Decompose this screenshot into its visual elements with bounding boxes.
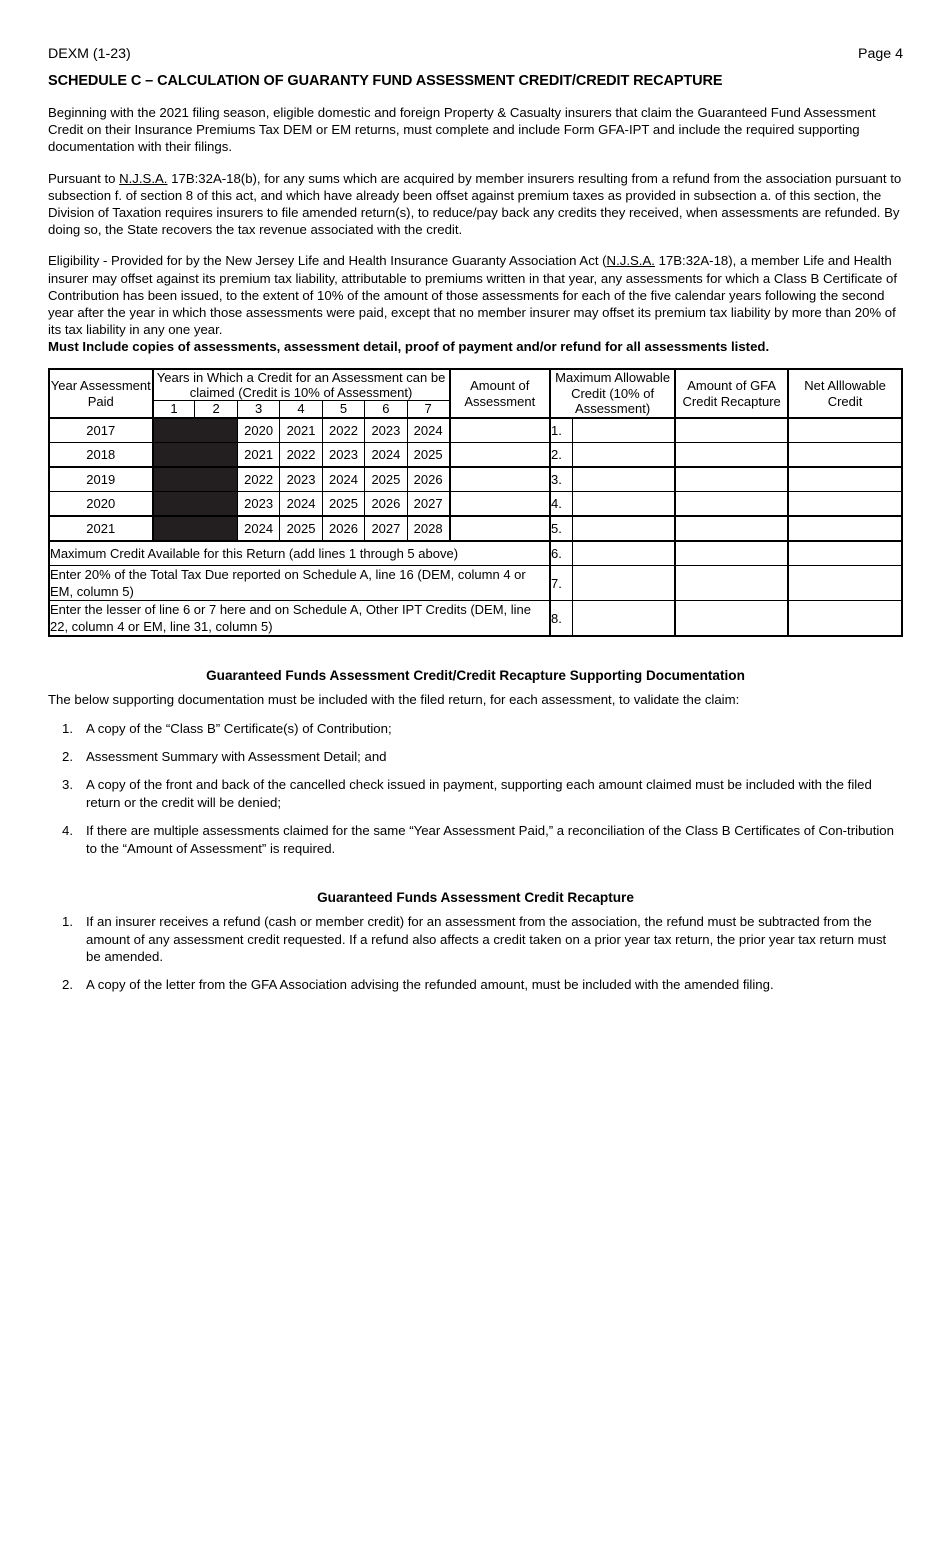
list-item-text: Assessment Summary with Assessment Detail; and xyxy=(86,749,387,765)
list-marker: 1. xyxy=(62,914,73,930)
table-summary-row xyxy=(49,541,902,566)
page-number: Page 4 xyxy=(858,46,903,62)
document-header xyxy=(48,46,903,63)
supporting-documentation-title: Guaranteed Funds Assessment Credit/Credit Recapture Supporting Documentation xyxy=(206,668,745,684)
input-gfa-credit-recapture[interactable] xyxy=(675,601,788,637)
summary-label: Enter the lesser of line 6 or 7 here and on Schedule A, Other IPT Credits (DEM, line 22, column 4 or EM, line 31, column 5) xyxy=(49,601,550,637)
table-row xyxy=(49,418,902,443)
header-year-col-7: 7 xyxy=(407,401,449,419)
para3-rest: 17B:32A-18), a member Life and Health insurer may offset against its premium tax liability, attributable to premiums written in that year, any assessments for which a Class B Certificate of Contribution has been issued, to the extent of 10% of the amount of those assessments for each of the five calendar years following the second year after the year in which those assessments were paid, except that no member insurer may offset its premium tax liability by more than 20% of its tax liability in any one year. xyxy=(48,253,897,338)
list-item-text: A copy of the front and back of the cancelled check issued in payment, supporting each amount claimed must be included with the filed return or the credit will be denied; xyxy=(86,777,872,810)
header-net-allowable-credit: Net Alllowable Credit xyxy=(788,369,902,419)
cell-credit-year: 2024 xyxy=(322,467,364,492)
line-number: 2. xyxy=(550,443,573,468)
intro-paragraph-2 xyxy=(48,170,903,239)
input-gfa-credit-recapture[interactable] xyxy=(675,467,788,492)
cell-year-paid: 2020 xyxy=(49,492,153,517)
cell-credit-year: 2021 xyxy=(280,418,322,443)
list-item-text: If an insurer receives a refund (cash or member credit) for an assessment from the association, the refund must be subtracted from the amount of any assessment credit requested. If a refund also affects a credit taken on a prior year tax return, the prior year tax return must be amended. xyxy=(86,914,887,964)
cell-credit-year: 2024 xyxy=(280,492,322,517)
input-net-allowable-credit[interactable] xyxy=(788,467,902,492)
summary-label: Enter 20% of the Total Tax Due reported on Schedule A, line 16 (DEM, column 4 or EM, column 5) xyxy=(49,566,550,601)
input-gfa-credit-recapture[interactable] xyxy=(675,516,788,541)
header-year-assessment-paid: Year Assessment Paid xyxy=(49,369,153,419)
input-maximum-allowable-credit[interactable] xyxy=(573,418,675,443)
must-include-notice: Must Include copies of assessments, assessment detail, proof of payment and/or refund for all assessments listed. xyxy=(48,339,770,355)
schedule-title: SCHEDULE C – CALCULATION OF GUARANTY FUND ASSESSMENT CREDIT/CREDIT RECAPTURE xyxy=(48,73,723,89)
blocked-cell xyxy=(153,492,238,517)
table-summary-row xyxy=(49,566,902,601)
summary-label: Maximum Credit Available for this Return (add lines 1 through 5 above) xyxy=(49,541,550,566)
credit-recapture-title: Guaranteed Funds Assessment Credit Recapture xyxy=(317,890,634,906)
line-number: 6. xyxy=(550,541,573,566)
list-item xyxy=(48,822,903,857)
cell-year-paid: 2018 xyxy=(49,443,153,468)
input-net-allowable-credit[interactable] xyxy=(788,492,902,517)
table-row xyxy=(49,492,902,517)
cell-credit-year: 2026 xyxy=(407,467,449,492)
blocked-cell xyxy=(153,418,238,443)
list-item xyxy=(48,976,903,993)
line-number: 3. xyxy=(550,467,573,492)
cell-credit-year: 2020 xyxy=(237,418,279,443)
line-number: 7. xyxy=(550,566,573,601)
cell-credit-year: 2021 xyxy=(237,443,279,468)
input-gfa-credit-recapture[interactable] xyxy=(675,541,788,566)
header-amount-of-assessment: Amount of Assessment xyxy=(450,369,550,419)
para2-rest: 17B:32A-18(b), for any sums which are acquired by member insurers resulting from a refund from the association pursuant to subsection f. of section 8 of this act, and which have already been offset against premium taxes as provided in subsection a. of this section, the Division of Taxation requires insurers to file amended return(s), to reduce/pay back any credits they received, when assessments are refunded. By doing so, the State recovers the tax revenue associated with the credit. xyxy=(48,170,902,238)
supporting-documentation-section xyxy=(48,667,903,857)
input-net-allowable-credit[interactable] xyxy=(788,443,902,468)
list-marker: 1. xyxy=(62,720,73,736)
list-item xyxy=(48,720,903,737)
cell-credit-year: 2024 xyxy=(237,516,279,541)
list-marker: 4. xyxy=(62,823,73,839)
input-maximum-allowable-credit[interactable] xyxy=(573,541,675,566)
header-year-col-1: 1 xyxy=(153,401,195,419)
input-net-allowable-credit[interactable] xyxy=(788,566,902,601)
list-marker: 2. xyxy=(62,977,73,993)
table-header-row-top xyxy=(49,369,902,401)
line-number: 4. xyxy=(550,492,573,517)
cell-year-paid: 2017 xyxy=(49,418,153,443)
para2-prefix: Pursuant to xyxy=(48,170,120,186)
header-maximum-allowable-credit: Maximum Allowable Credit (10% of Assessment) xyxy=(550,369,675,419)
input-maximum-allowable-credit[interactable] xyxy=(573,566,675,601)
header-year-col-4: 4 xyxy=(280,401,322,419)
header-year-col-6: 6 xyxy=(365,401,407,419)
input-maximum-allowable-credit[interactable] xyxy=(573,443,675,468)
cell-year-paid: 2019 xyxy=(49,467,153,492)
input-net-allowable-credit[interactable] xyxy=(788,541,902,566)
cell-credit-year: 2022 xyxy=(237,467,279,492)
input-maximum-allowable-credit[interactable] xyxy=(573,467,675,492)
supporting-documentation-intro: The below supporting documentation must be included with the filed return, for each assessment, to validate the claim: xyxy=(48,692,740,708)
list-item xyxy=(48,748,903,765)
table-summary-row xyxy=(49,601,902,637)
input-maximum-allowable-credit[interactable] xyxy=(573,492,675,517)
cell-year-paid: 2021 xyxy=(49,516,153,541)
blocked-cell xyxy=(153,467,238,492)
cell-credit-year: 2026 xyxy=(322,516,364,541)
line-number: 1. xyxy=(550,418,573,443)
header-amount-gfa-recapture: Amount of GFA Credit Recapture xyxy=(675,369,788,419)
njsa-citation: N.J.S.A. xyxy=(119,170,168,186)
list-item xyxy=(48,776,903,811)
cell-credit-year: 2025 xyxy=(365,467,407,492)
list-item xyxy=(48,913,903,965)
cell-credit-year: 2025 xyxy=(322,492,364,517)
para3-prefix: Eligibility - Provided for by the New Jersey Life and Health Insurance Guaranty Association Act ( xyxy=(48,253,607,269)
input-gfa-credit-recapture[interactable] xyxy=(675,418,788,443)
blocked-cell xyxy=(153,443,238,468)
cell-credit-year: 2027 xyxy=(407,492,449,517)
input-net-allowable-credit[interactable] xyxy=(788,601,902,637)
list-item-text: A copy of the letter from the GFA Association advising the refunded amount, must be included with the amended filing. xyxy=(86,977,774,993)
credit-recapture-section xyxy=(48,889,903,994)
input-maximum-allowable-credit[interactable] xyxy=(573,516,675,541)
input-net-allowable-credit[interactable] xyxy=(788,516,902,541)
cell-credit-year: 2028 xyxy=(407,516,449,541)
input-amount-of-assessment[interactable] xyxy=(450,516,550,541)
cell-credit-year: 2024 xyxy=(407,418,449,443)
supporting-documentation-list xyxy=(48,720,903,857)
blocked-cell xyxy=(153,516,238,541)
list-item-text: A copy of the “Class B” Certificate(s) of Contribution; xyxy=(86,720,392,736)
cell-credit-year: 2027 xyxy=(365,516,407,541)
table-row xyxy=(49,467,902,492)
cell-credit-year: 2025 xyxy=(407,443,449,468)
line-number: 8. xyxy=(550,601,573,637)
cell-credit-year: 2022 xyxy=(280,443,322,468)
form-code: DEXM (1-23) xyxy=(48,46,131,62)
list-marker: 2. xyxy=(62,749,73,765)
cell-credit-year: 2023 xyxy=(237,492,279,517)
list-marker: 3. xyxy=(62,777,73,793)
input-amount-of-assessment[interactable] xyxy=(450,492,550,517)
credit-recapture-list xyxy=(48,913,903,994)
intro-paragraph-3 xyxy=(48,252,903,338)
header-year-col-5: 5 xyxy=(322,401,364,419)
list-item-text: If there are multiple assessments claimed for the same “Year Assessment Paid,” a reconciliation of the Class B Certificates of Con-tribution to the “Amount of Assessment” is required. xyxy=(86,823,894,856)
input-gfa-credit-recapture[interactable] xyxy=(675,492,788,517)
schedule-c-table xyxy=(48,368,903,638)
input-maximum-allowable-credit[interactable] xyxy=(573,601,675,637)
cell-credit-year: 2022 xyxy=(322,418,364,443)
line-number: 5. xyxy=(550,516,573,541)
input-gfa-credit-recapture[interactable] xyxy=(675,443,788,468)
cell-credit-year: 2024 xyxy=(365,443,407,468)
input-amount-of-assessment[interactable] xyxy=(450,467,550,492)
cell-credit-year: 2025 xyxy=(280,516,322,541)
cell-credit-year: 2023 xyxy=(322,443,364,468)
table-row xyxy=(49,516,902,541)
cell-credit-year: 2023 xyxy=(280,467,322,492)
table-row xyxy=(49,443,902,468)
cell-credit-year: 2023 xyxy=(365,418,407,443)
input-gfa-credit-recapture[interactable] xyxy=(675,566,788,601)
header-year-col-2: 2 xyxy=(195,401,237,419)
header-year-col-3: 3 xyxy=(237,401,279,419)
intro-paragraph-1: Beginning with the 2021 filing season, eligible domestic and foreign Property & Casualty insurers that claim the Guaranteed Fund Assessment Credit on their Insurance Premiums Tax DEM or EM returns, must complete and include Form GFA-IPT and include the required supporting documentation with their filings. xyxy=(48,105,876,155)
njsa-citation: N.J.S.A. xyxy=(606,253,655,269)
input-amount-of-assessment[interactable] xyxy=(450,443,550,468)
input-amount-of-assessment[interactable] xyxy=(450,418,550,443)
header-years-credit-claimed: Years in Which a Credit for an Assessment can be claimed (Credit is 10% of Assessment) xyxy=(153,369,450,401)
input-net-allowable-credit[interactable] xyxy=(788,418,902,443)
cell-credit-year: 2026 xyxy=(365,492,407,517)
